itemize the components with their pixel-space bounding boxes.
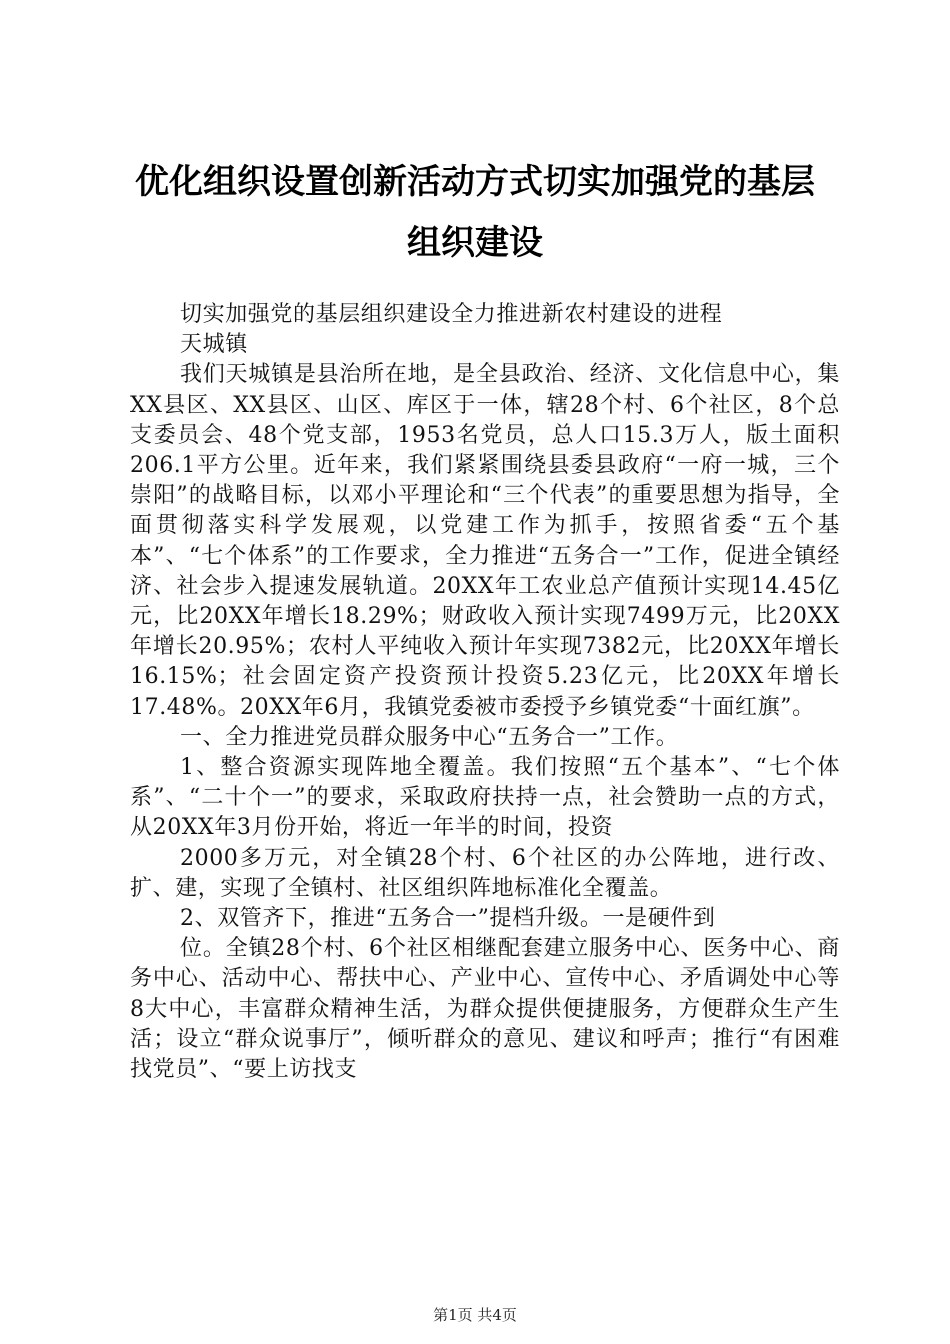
paragraph: 1、整合资源实现阵地全覆盖。我们按照“五个基本”、“七个体系”、“二十个一”的要求，采取政府扶持一点，社会赞助一点的方式，从20XX年3月份开始，将近一年半的时间，投资 (130, 755, 840, 841)
document-title-line-2: 组织建设 (407, 223, 543, 263)
subtitle: 切实加强党的基层组织建设全力推进新农村建设的进程 (180, 302, 723, 327)
section-heading: 一、全力推进党员群众服务中心“五务合一”工作。 (180, 724, 679, 750)
author-location: 天城镇 (180, 332, 248, 358)
paragraph: 我们天城镇是县治所在地，是全县政治、经济、文化信息中心，集XX县区、XX县区、山区、库区于一体，辖28个村、6个社区，8个总支委员会、48个党支部，1953名党员，总人口15.3万人，版土面积206.1平方公里。近年来，我们紧紧围绕县委县政府“一府一城，三个崇阳”的战略目标，以邓小平理论和“三个代表”的重要思想为指导，全面贯彻落实科学发展观，以党建工作为抓手，按照省委“五个基本”、“七个体系”的工作要求，全力推进“五务合一”工作，促进全镇经济、社会步入提速发展轨道。20XX年工农业总产值预计实现14.45亿元，比20XX年增长18.29%；财政收入预计实现7499万元，比20XX年增长20.95%；农村人平纯收入预计年实现7382元，比20XX年增长16.15%；社会固定资产投资预计投资5.23亿元，比20XX年增长17.48%。20XX年6月，我镇党委被市委授予乡镇党委“十面红旗”。 (130, 362, 840, 720)
page-number-footer: 第1页 共4页 (433, 1306, 517, 1324)
document-body (130, 300, 840, 1085)
paragraph: 2、双管齐下，推进“五务合一”提档升级。一是硬件到 (180, 906, 716, 932)
paragraph: 2000多万元，对全镇28个村、6个社区的办公阵地，进行改、扩、建，实现了全镇村、社区组织阵地标准化全覆盖。 (130, 845, 840, 901)
paragraph: 位。全镇28个村、6个社区相继配套建立服务中心、医务中心、商务中心、活动中心、帮扶中心、产业中心、宣传中心、矛盾调处中心等8大中心，丰富群众精神生活，为群众提供便捷服务，方便群众生产生活；设立“群众说事厅”，倾听群众的意见、建议和呼声；推行“有困难找党员”、“要上访找支 (130, 936, 840, 1083)
document-title-line-1: 优化组织设置创新活动方式切实加强党的基层 (135, 162, 815, 202)
